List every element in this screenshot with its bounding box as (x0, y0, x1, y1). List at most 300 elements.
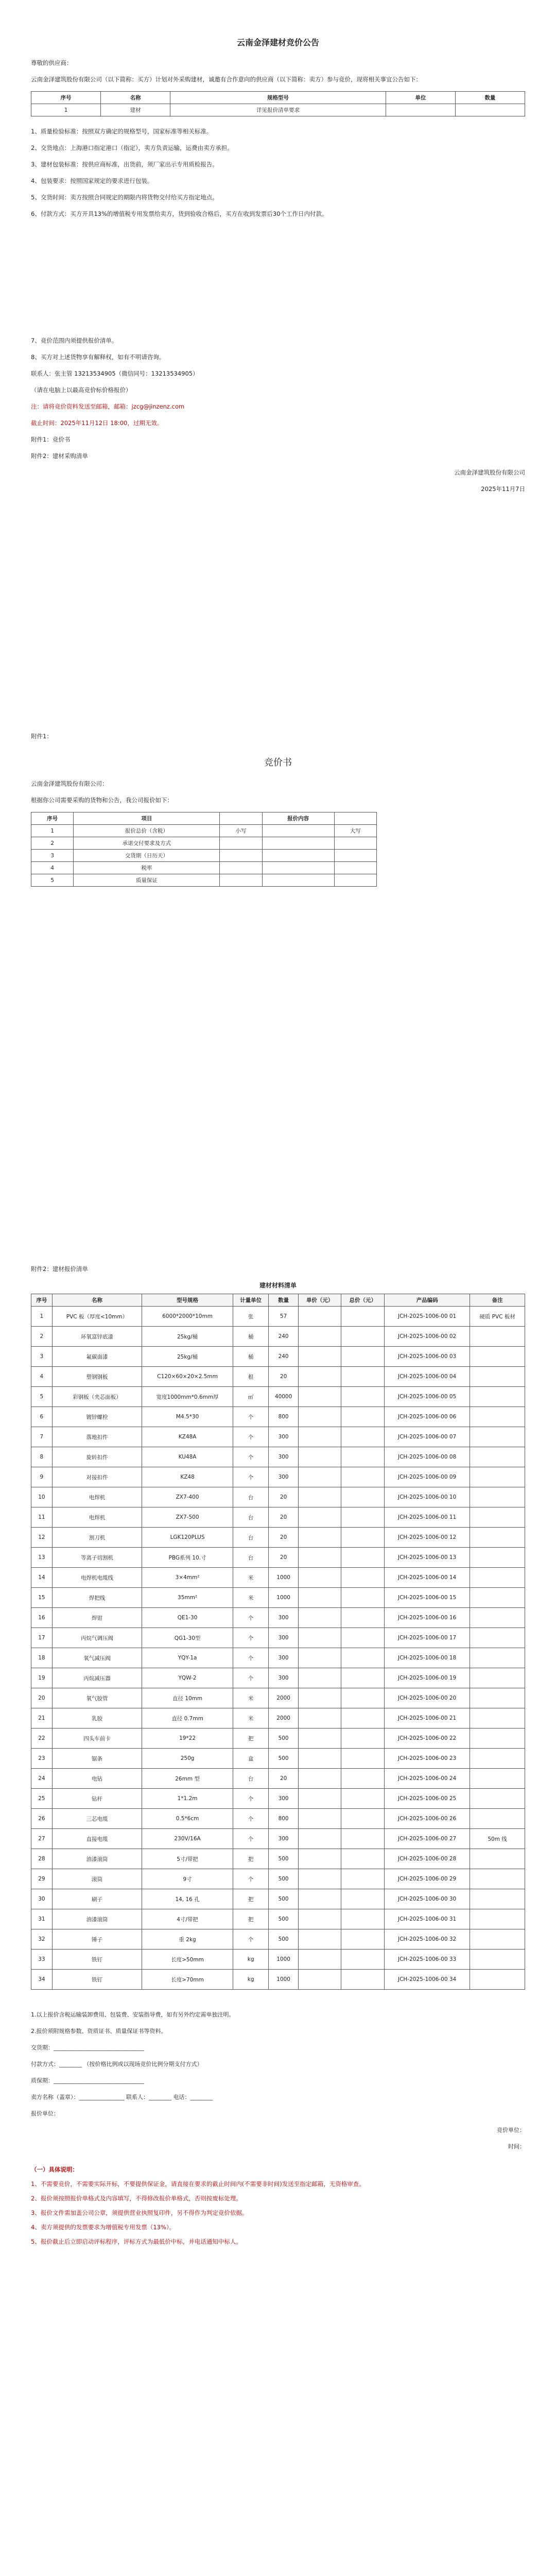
material-cell: 刷子 (52, 1889, 142, 1909)
material-cell: JCH-2025-1006-00 18 (385, 1648, 470, 1668)
seller-label: 卖方名称（盖章）： (31, 2094, 79, 2100)
notice-intro: 云南金泽建筑股份有限公司（以下简称：买方）计划对外采购建材，诚邀有合作意向的供应商（以下简称：卖方）参与竞价，现将相关事宜公告如下： (31, 76, 422, 83)
quote-page (31, 711, 525, 1236)
material-cell: JCH-2025-1006-00 02 (385, 1327, 470, 1347)
cell: 建材 (101, 104, 170, 116)
material-cell (470, 1749, 525, 1769)
material-row (31, 1869, 525, 1889)
material-cell: 1000 (269, 1970, 299, 1990)
material-cell: 电焊机电缆线 (52, 1568, 142, 1588)
notes-items (31, 2179, 525, 2246)
material-cell: 焊钳 (52, 1608, 142, 1628)
material-cell: 3 (31, 1347, 53, 1367)
material-cell: JCH-2025-1006-00 05 (385, 1387, 470, 1407)
material-cell (470, 1789, 525, 1809)
notice-item: 3、建材包装标准：按供应商标准，出货前，须厂家出示专用质检报告。 (31, 161, 218, 168)
material-cell: 氧气胶管 (52, 1688, 142, 1708)
material-row (31, 1608, 525, 1628)
notice-page (31, 15, 525, 654)
quote-cell (334, 862, 376, 874)
material-cell (298, 1929, 341, 1950)
quote-cell (262, 862, 334, 874)
material-cell: 个 (233, 1608, 268, 1628)
material-cell: 直径 0.7mm (142, 1708, 233, 1728)
material-cell: JCH-2025-1006-00 27 (385, 1829, 470, 1849)
notice-item: 4、包装要求：按照国家规定的要求进行包装。 (31, 177, 153, 184)
material-cell: KU48A (142, 1447, 233, 1467)
material-cell (298, 1950, 341, 1970)
material-cell: JCH-2025-1006-00 23 (385, 1749, 470, 1769)
material-cell: 桶 (233, 1347, 268, 1367)
material-cell: C120×60×20×2.5mm (142, 1367, 233, 1387)
material-cell: 丙烷减压器 (52, 1668, 142, 1688)
material-cell: 300 (269, 1648, 299, 1668)
material-header: 计量单位 (233, 1294, 268, 1307)
material-cell: JCH-2025-1006-00 03 (385, 1347, 470, 1367)
quote-cell (334, 837, 376, 850)
notice-title: 云南金泽建材竞价公告 (236, 38, 319, 47)
material-cell (298, 1568, 341, 1588)
q-col-content: 报价内容 (262, 812, 334, 825)
material-cell (298, 1387, 341, 1407)
material-cell: 环氧富锌底漆 (52, 1327, 142, 1347)
material-cell (470, 1950, 525, 1970)
material-cell: 30 (31, 1889, 53, 1909)
material-cell (341, 1327, 385, 1347)
quote-cell: 税率 (74, 862, 220, 874)
material-cell: 氧气减压阀 (52, 1648, 142, 1668)
notice-item: 联系人：张主管 13213534905（微信同号：13213534905） (31, 370, 199, 377)
material-row (31, 1307, 525, 1327)
material-cell (298, 1407, 341, 1427)
note-item: 3、报价文件需加盖公司公章，须提供营业执照复印件，另不得作为判定竞价依据。 (31, 2209, 248, 2216)
material-cell (298, 1367, 341, 1387)
material-cell (298, 1728, 341, 1749)
material-cell: 锯条 (52, 1749, 142, 1769)
quote-cell (220, 874, 262, 887)
quote-cell (262, 837, 334, 850)
material-header: 序号 (31, 1294, 53, 1307)
bottom-note2: 2.报价须附规格参数、资质证书、质量保证书等资料。 (31, 2028, 167, 2035)
material-cell (298, 1507, 341, 1528)
material-cell: YQW-2 (142, 1668, 233, 1688)
material-cell: JCH-2025-1006-00 30 (385, 1889, 470, 1909)
cell (386, 104, 455, 116)
material-cell: JCH-2025-1006-00 06 (385, 1407, 470, 1427)
material-table (31, 1294, 525, 1990)
material-cell (470, 1528, 525, 1548)
material-cell (341, 1728, 385, 1749)
bottom-note3: 报价单位： (31, 2110, 59, 2117)
material-cell: 铁钉 (52, 1950, 142, 1970)
material-cell: JCH-2025-1006-00 19 (385, 1668, 470, 1688)
material-cell: 13 (31, 1548, 53, 1568)
material-cell: 米 (233, 1708, 268, 1728)
material-cell: JCH-2025-1006-00 14 (385, 1568, 470, 1588)
deadline: 截止时间：2025年11月12日 18:00，过期无效。 (31, 419, 163, 427)
material-cell (470, 1628, 525, 1648)
material-cell: 500 (269, 1849, 299, 1869)
material-cell: 25kg/桶 (142, 1327, 233, 1347)
quote-table (31, 812, 377, 887)
material-cell (470, 1648, 525, 1668)
sign-right: 竞价单位： (497, 2127, 525, 2133)
material-cell: 28 (31, 1849, 53, 1869)
quote-row (31, 837, 377, 850)
notice-item: 7、竞价范围内须提供报价清单。 (31, 337, 118, 344)
material-cell: 旋转扣件 (52, 1447, 142, 1467)
quote-row (31, 862, 377, 874)
material-row (31, 1628, 525, 1648)
material-cell (470, 1588, 525, 1608)
material-cell: 6000*2000*10mm (142, 1307, 233, 1327)
material-cell: 硬质 PVC 板材 (470, 1307, 525, 1327)
material-cell: JCH-2025-1006-00 32 (385, 1929, 470, 1950)
material-cell: JCH-2025-1006-00 11 (385, 1507, 470, 1528)
material-cell (298, 1889, 341, 1909)
material-cell: 4寸/带把 (142, 1909, 233, 1929)
material-cell: 32 (31, 1929, 53, 1950)
material-cell (298, 1487, 341, 1507)
material-cell: 500 (269, 1889, 299, 1909)
quote-cell: 交货期（日历天） (74, 850, 220, 862)
material-cell: 19 (31, 1668, 53, 1688)
material-cell: 把 (233, 1849, 268, 1869)
material-cell: 240 (269, 1347, 299, 1367)
material-cell (298, 1749, 341, 1769)
material-cell: 个 (233, 1467, 268, 1487)
col-unit: 单位 (386, 92, 455, 104)
material-cell: 个 (233, 1648, 268, 1668)
material-cell: 300 (269, 1628, 299, 1648)
material-cell (470, 1889, 525, 1909)
col-spec: 规格型号 (170, 92, 386, 104)
material-cell: 9寸 (142, 1869, 233, 1889)
material-cell (470, 1427, 525, 1447)
material-cell (298, 1588, 341, 1608)
material-cell: 22 (31, 1728, 53, 1749)
material-cell: 1000 (269, 1588, 299, 1608)
material-cell: 个 (233, 1668, 268, 1688)
notes-title: （一）具体说明： (31, 2166, 78, 2173)
notice-item: 2、交货地点：上海港口指定港口（指定），卖方负责运输，运费由卖方承担。 (31, 144, 233, 151)
material-cell (470, 1548, 525, 1568)
quote-cell (220, 850, 262, 862)
material-cell (341, 1347, 385, 1367)
quote-cell: 小写 (220, 825, 262, 837)
warranty-label: 质保期： (31, 2077, 54, 2084)
material-row (31, 1467, 525, 1487)
material-cell: 直接电缆 (52, 1829, 142, 1849)
bottom-note1: 1.以上报价含税运输装卸费用、包装费、安装指导费，如有另外约定需单独注明。 (31, 2011, 235, 2018)
material-cell (298, 1909, 341, 1929)
material-cell: 2000 (269, 1708, 299, 1728)
material-cell: 4 (31, 1367, 53, 1387)
material-cell: 20 (269, 1548, 299, 1568)
material-cell (470, 1487, 525, 1507)
cell (455, 104, 525, 116)
material-row (31, 1769, 525, 1789)
material-cell (341, 1668, 385, 1688)
material-cell (470, 1387, 525, 1407)
quote-cell: 5 (31, 874, 74, 887)
material-cell: 6 (31, 1407, 53, 1427)
material-cell: 个 (233, 1447, 268, 1467)
material-row (31, 1809, 525, 1829)
material-cell (298, 1789, 341, 1809)
material-cell (341, 1889, 385, 1909)
quote-cell (334, 850, 376, 862)
material-cell (341, 1829, 385, 1849)
material-cell: 滚筒 (52, 1869, 142, 1889)
material-cell: 11 (31, 1507, 53, 1528)
material-cell (470, 1327, 525, 1347)
quote-title: 竞价书 (264, 757, 292, 768)
material-cell (298, 1347, 341, 1367)
material-cell: 34 (31, 1970, 53, 1990)
q-col-blank2 (334, 812, 376, 825)
note-item: 2、报价须按照报价单格式及内容填写，不得修改报价单格式，否则按废标处理。 (31, 2195, 242, 2202)
material-row (31, 1367, 525, 1387)
material-row (31, 1387, 525, 1407)
notes-section (31, 2165, 525, 2246)
tel-label: 电话： (173, 2094, 190, 2100)
material-cell: 300 (269, 1447, 299, 1467)
material-cell: JCH-2025-1006-00 33 (385, 1950, 470, 1970)
material-cell: ZX7-500 (142, 1507, 233, 1528)
material-cell: LGK120PLUS (142, 1528, 233, 1548)
material-cell: PBG系列 10.寸 (142, 1548, 233, 1568)
material-cell (470, 1728, 525, 1749)
quote-cell: 大写 (334, 825, 376, 837)
material-cell: 个 (233, 1929, 268, 1950)
material-cell: 20 (269, 1487, 299, 1507)
material-cell: 16 (31, 1608, 53, 1628)
material-cell: 台 (233, 1507, 268, 1528)
material-cell: 50m 线 (470, 1829, 525, 1849)
material-cell: 1000 (269, 1950, 299, 1970)
greeting: 尊敬的供应商： (31, 59, 73, 66)
material-cell (470, 1688, 525, 1708)
material-cell: JCH-2025-1006-00 15 (385, 1588, 470, 1608)
material-cell: 35mm² (142, 1588, 233, 1608)
material-cell: 5 (31, 1387, 53, 1407)
material-cell (470, 1909, 525, 1929)
material-row (31, 1548, 525, 1568)
material-cell: 电焊机 (52, 1507, 142, 1528)
material-cell: 20 (269, 1528, 299, 1548)
quote-cell: 1 (31, 825, 74, 837)
material-row (31, 1929, 525, 1950)
quote-cell (220, 862, 262, 874)
material-cell: 3×4mm² (142, 1568, 233, 1588)
material-header: 单价（元） (298, 1294, 341, 1307)
material-cell: 57 (269, 1307, 299, 1327)
material-cell: kg (233, 1970, 268, 1990)
material-row (31, 1407, 525, 1427)
cell: 1 (31, 104, 101, 116)
material-cell (341, 1507, 385, 1528)
material-cell: 电焊机 (52, 1487, 142, 1507)
material-cell: 油漆滚筒 (52, 1849, 142, 1869)
material-cell: 根 (233, 1367, 268, 1387)
material-cell: 1*1.2m (142, 1789, 233, 1809)
material-cell: 塑钢钢板 (52, 1367, 142, 1387)
material-cell: 33 (31, 1950, 53, 1970)
material-row (31, 1487, 525, 1507)
material-cell: 15 (31, 1588, 53, 1608)
material-header: 数量 (269, 1294, 299, 1307)
material-cell (298, 1467, 341, 1487)
material-cell (298, 1307, 341, 1327)
material-cell: 230V/16A (142, 1829, 233, 1849)
material-cell (298, 1628, 341, 1648)
material-cell: ZX7-400 (142, 1487, 233, 1507)
material-cell: YQY-1a (142, 1648, 233, 1668)
contact-label: 联系人： (126, 2094, 149, 2100)
material-cell: JCH-2025-1006-00 34 (385, 1970, 470, 1990)
material-cell: 把 (233, 1909, 268, 1929)
material-cell: 把 (233, 1889, 268, 1909)
material-cell (341, 1648, 385, 1668)
pay: 付款方式：________ （按价格比例或以现场竞价比例分期支付方式） (31, 2061, 203, 2067)
material-cell: 800 (269, 1809, 299, 1829)
material-cell (341, 1849, 385, 1869)
contact-email[interactable]: 注：请将竞价资料发送至邮箱，邮箱：jzcg@jinzenz.com (31, 403, 185, 410)
material-cell: JCH-2025-1006-00 17 (385, 1628, 470, 1648)
material-cell: 个 (233, 1809, 268, 1829)
material-header: 产品编码 (385, 1294, 470, 1307)
material-cell: PVC 板（厚度<10mm） (52, 1307, 142, 1327)
cell: 详见报价清单要求 (170, 104, 386, 116)
date-right: 时间： (508, 2143, 525, 2150)
material-cell (341, 1447, 385, 1467)
material-cell (298, 1528, 341, 1548)
material-cell (341, 1367, 385, 1387)
material-cell: 300 (269, 1608, 299, 1628)
material-cell: 盒 (233, 1749, 268, 1769)
quote-cell: 承诺交付要求及方式 (74, 837, 220, 850)
material-cell: JCH-2025-1006-00 09 (385, 1467, 470, 1487)
material-cell: 500 (269, 1909, 299, 1929)
pay-label: 付款方式： (31, 2061, 59, 2067)
material-cell: 12 (31, 1528, 53, 1548)
material-cell (341, 1970, 385, 1990)
material-cell: 500 (269, 1728, 299, 1749)
material-cell (341, 1929, 385, 1950)
material-cell: 23 (31, 1749, 53, 1769)
material-cell: 29 (31, 1869, 53, 1889)
material-cell: JCH-2025-1006-00 01 (385, 1307, 470, 1327)
material-cell: 镀锌螺栓 (52, 1407, 142, 1427)
material-cell (341, 1708, 385, 1728)
material-cell: 26 (31, 1809, 53, 1829)
q-col-item: 项目 (74, 812, 220, 825)
material-cell: 个 (233, 1789, 268, 1809)
material-cell: 0.5*6cm (142, 1809, 233, 1829)
material-cell (470, 1367, 525, 1387)
material-cell: 300 (269, 1467, 299, 1487)
quote-row (31, 850, 377, 862)
material-row (31, 1708, 525, 1728)
material-row (31, 1528, 525, 1548)
material-cell: JCH-2025-1006-00 24 (385, 1769, 470, 1789)
material-cell (470, 1568, 525, 1588)
material-cell: 米 (233, 1568, 268, 1588)
warranty: 质保期：________________________________ (31, 2077, 144, 2084)
material-cell (298, 1668, 341, 1688)
material-cell: JCH-2025-1006-00 31 (385, 1909, 470, 1929)
quote-to: 云南金泽建筑股份有限公司： (31, 780, 108, 787)
material-cell (298, 1327, 341, 1347)
material-cell: 500 (269, 1749, 299, 1769)
material-cell: JCH-2025-1006-00 29 (385, 1869, 470, 1889)
notice-item: 5、交货时间：卖方按照合同规定的期限内将货物交付给买方指定地点。 (31, 194, 218, 201)
material-cell: 重 2kg (142, 1929, 233, 1950)
material-cell: kg (233, 1950, 268, 1970)
material-cell (298, 1427, 341, 1447)
material-cell: 27 (31, 1829, 53, 1849)
material-cell: 14 (31, 1568, 53, 1588)
material-cell: 宽度1000mm*0.6mm厚 (142, 1387, 233, 1407)
material-row (31, 1588, 525, 1608)
material-cell: 500 (269, 1869, 299, 1889)
material-cell (470, 1708, 525, 1728)
q-col-seq: 序号 (31, 812, 74, 825)
quote-cell: 3 (31, 850, 74, 862)
material-cell: 300 (269, 1427, 299, 1447)
material-row (31, 1347, 525, 1367)
quote-cell (262, 874, 334, 887)
material-cell (341, 1407, 385, 1427)
quote-cell: 4 (31, 862, 74, 874)
material-cell: M4.5*30 (142, 1407, 233, 1427)
material-row (31, 1648, 525, 1668)
quote-cell (220, 837, 262, 850)
deliver: 交货期：________________________________ (31, 2044, 144, 2051)
material-cell (298, 1849, 341, 1869)
material-cell (470, 1769, 525, 1789)
material-cell: 铁钉 (52, 1970, 142, 1990)
material-cell (470, 1447, 525, 1467)
material-cell: JCH-2025-1006-00 21 (385, 1708, 470, 1728)
list-page (31, 1257, 525, 2576)
material-cell: JCH-2025-1006-00 13 (385, 1548, 470, 1568)
material-cell: 500 (269, 1929, 299, 1950)
material-cell (298, 1829, 341, 1849)
material-row (31, 1909, 525, 1929)
material-cell: JCH-2025-1006-00 28 (385, 1849, 470, 1869)
quote-attach: 附件1： (31, 733, 53, 740)
col-name: 名称 (101, 92, 170, 104)
material-row (31, 1749, 525, 1769)
attach2: 附件2：建材采购清单 (31, 452, 88, 460)
material-cell (298, 1869, 341, 1889)
material-cell: 300 (269, 1829, 299, 1849)
material-cell: 8 (31, 1447, 53, 1467)
material-cell: 300 (269, 1789, 299, 1809)
material-cell: 直径 10mm (142, 1688, 233, 1708)
material-row (31, 1327, 525, 1347)
material-cell: 丙烷气调压阀 (52, 1628, 142, 1648)
material-cell: 四头车前卡 (52, 1728, 142, 1749)
material-cell: 17 (31, 1628, 53, 1648)
note-item: 1、不需要竞价，不需要实际开标，不要提供保证金，请直接在要求的截止时间内(不需要非时间)发送至指定邮箱，无资格审查。 (31, 2180, 365, 2188)
material-cell: 25 (31, 1789, 53, 1809)
material-cell (470, 1970, 525, 1990)
material-cell: 24 (31, 1769, 53, 1789)
material-cell: 20 (269, 1367, 299, 1387)
